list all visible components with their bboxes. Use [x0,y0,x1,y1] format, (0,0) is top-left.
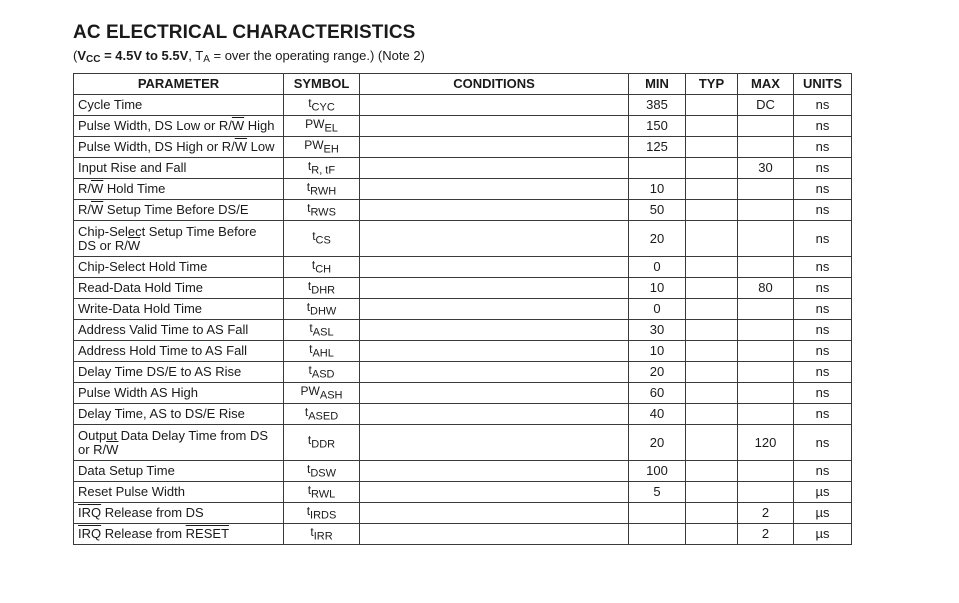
conditions-cell [360,257,629,278]
parameter-text: Hold Time [103,181,166,196]
parameter-text: Read-Data Hold Time [78,280,203,295]
header-parameter: PARAMETER [74,74,284,95]
max-cell [738,461,794,482]
max-cell [738,383,794,404]
typ-cell [686,179,738,200]
overbar-text: $\overline{W}$ [91,181,104,196]
subtitle-separator: , [188,48,196,63]
units-cell: ns [794,362,852,383]
typ-cell [686,503,738,524]
parameter-cell [74,257,284,278]
max-cell [738,116,794,137]
overbar-text: $\overline{W}$ [91,202,104,217]
symbol-cell [284,299,360,320]
max-cell: 80 [738,278,794,299]
parameter-text: Address Hold Time to AS Fall [78,343,248,358]
typ-cell [686,404,738,425]
ac-characteristics-table [73,73,852,545]
vcc-v: V [77,48,87,63]
table-row [74,137,852,158]
table-row [74,341,852,362]
units-cell: µs [794,503,852,524]
parameter-text: Delay Time DS/E to AS Rise [78,364,242,379]
symbol-subscript: EH [323,143,339,156]
units-cell: ns [794,158,852,179]
symbol-main: t [307,482,312,497]
conditions-cell [360,524,629,545]
conditions-cell [360,383,629,404]
parameter-cell [74,404,284,425]
typ-cell [686,137,738,158]
parameter-cell [74,341,284,362]
symbol-subscript: CYC [311,101,335,114]
min-cell: 30 [629,320,686,341]
table-row [74,524,852,545]
parameter-cell [74,299,284,320]
min-cell: 5 [629,482,686,503]
parameter-cell [74,320,284,341]
symbol-main: t [304,404,309,419]
conditions-cell [360,320,629,341]
min-cell: 0 [629,299,686,320]
symbol-cell [284,404,360,425]
vcc-subscript: CC [86,54,101,65]
symbol-main: t [309,341,313,356]
max-cell [738,482,794,503]
parameter-text: R/ [78,202,91,217]
typ-cell [686,200,738,221]
symbol-main: t [307,200,311,215]
conditions-cell [360,482,629,503]
conditions-cell [360,404,629,425]
symbol-cell [284,257,360,278]
max-cell [738,404,794,425]
parameter-text: Pulse Width AS High [78,385,198,400]
symbol-subscript: ASED [308,410,339,423]
symbol-main: t [310,524,314,539]
units-cell: ns [794,116,852,137]
typ-cell [686,278,738,299]
symbol-main: t [307,158,312,173]
parameter-cell [74,221,284,257]
header-symbol: SYMBOL [284,74,360,95]
symbol-subscript: IRDS [310,509,337,522]
symbol-subscript: RWS [310,206,336,219]
table-row [74,158,852,179]
symbol-subscript: ASD [311,368,335,381]
symbol-subscript: CS [315,234,331,247]
conditions-cell [360,362,629,383]
parameter-text: Pulse Width, DS High or R/ [78,139,235,154]
table-row [74,320,852,341]
parameter-cell [74,503,284,524]
table-row [74,200,852,221]
symbol-main: t [307,433,312,448]
units-cell: µs [794,482,852,503]
table-row [74,257,852,278]
units-cell: ns [794,320,852,341]
symbol-main: t [312,229,316,244]
typ-cell [686,221,738,257]
table-row [74,95,852,116]
min-cell: 10 [629,179,686,200]
table-row [74,461,852,482]
parameter-text: Write-Data Hold Time [78,301,203,316]
symbol-main: t [307,278,312,293]
table-row [74,383,852,404]
units-cell: ns [794,200,852,221]
conditions-cell [360,461,629,482]
subtitle-open-paren: ( [73,48,78,63]
parameter-cell [74,482,284,503]
typ-cell [686,158,738,179]
ta-t: T [195,48,204,63]
symbol-cell [284,503,360,524]
overbar-text: $\overline{W}$ [127,237,141,253]
units-cell: ns [794,425,852,461]
symbol-cell [284,320,360,341]
min-cell: 385 [629,95,686,116]
ta-subscript: A [203,54,210,65]
parameter-text: High [244,118,275,133]
conditions-cell [360,299,629,320]
units-cell: ns [794,299,852,320]
conditions-cell [360,158,629,179]
conditions-subtitle [73,48,425,63]
parameter-cell [74,461,284,482]
overbar-text: $\overline{W}$ [231,118,245,133]
max-cell [738,179,794,200]
symbol-main: t [306,299,311,314]
symbol-main: PW [304,137,324,152]
symbol-cell [284,482,360,503]
min-cell: 20 [629,221,686,257]
parameter-text: Setup Time Before DS/E [103,202,249,217]
symbol-cell [284,524,360,545]
symbol-subscript: DHR [311,284,336,297]
typ-cell [686,383,738,404]
parameter-text: Chip-Select Hold Time [78,259,208,274]
symbol-subscript: DSW [310,467,336,480]
min-cell [629,158,686,179]
units-cell: ns [794,278,852,299]
parameter-text: Data Setup Time [78,463,175,478]
parameter-text: Input Rise and Fall [78,160,187,175]
max-cell: DC [738,95,794,116]
typ-cell [686,482,738,503]
parameter-cell [74,179,284,200]
symbol-subscript: R, tF [311,164,336,177]
typ-cell [686,362,738,383]
max-cell: 30 [738,158,794,179]
parameter-cell [74,362,284,383]
units-cell: ns [794,404,852,425]
max-cell: 2 [738,503,794,524]
symbol-main: t [306,179,311,194]
symbol-subscript: ASL [312,326,334,339]
parameter-cell [74,95,284,116]
table-row [74,425,852,461]
typ-cell [686,425,738,461]
table-body [74,95,852,545]
symbol-subscript: IRR [313,530,333,543]
symbol-cell [284,341,360,362]
typ-cell [686,461,738,482]
symbol-cell [284,95,360,116]
parameter-text: or R/ [78,441,107,457]
symbol-main: t [308,95,312,110]
max-cell: 120 [738,425,794,461]
symbol-main: PW [305,116,325,131]
typ-cell [686,320,738,341]
symbol-subscript: CH [315,263,332,276]
symbol-subscript: RWL [311,488,336,501]
min-cell: 0 [629,257,686,278]
symbol-subscript: RWH [310,185,337,198]
parameter-text: Chip-Select Setup Time Before [78,223,257,239]
table-row [74,221,852,257]
symbol-cell [284,221,360,257]
symbol-cell [284,362,360,383]
parameter-cell [74,158,284,179]
symbol-main: t [306,461,311,476]
conditions-cell [360,137,629,158]
symbol-cell [284,278,360,299]
typ-cell [686,257,738,278]
max-cell [738,299,794,320]
header-conditions: CONDITIONS [360,74,629,95]
parameter-cell [74,200,284,221]
conditions-cell [360,341,629,362]
conditions-cell [360,278,629,299]
vcc-label [77,48,188,63]
max-cell [738,137,794,158]
symbol-subscript: ASH [319,389,343,402]
min-cell: 125 [629,137,686,158]
parameter-text: DS or R/ [78,237,128,253]
symbol-subscript: AHL [312,347,334,360]
typ-cell [686,299,738,320]
symbol-cell [284,200,360,221]
parameter-text: R/ [78,181,91,196]
max-cell [738,221,794,257]
header-min: MIN [629,74,686,95]
conditions-cell [360,221,629,257]
table-row [74,179,852,200]
symbol-subscript: DHW [310,305,337,318]
parameter-text: Release from [101,526,186,541]
parameter-text: Address Valid Time to AS Fall [78,322,249,337]
table-row [74,482,852,503]
table-row [74,299,852,320]
parameter-cell [74,425,284,461]
typ-cell [686,95,738,116]
typ-cell [686,116,738,137]
max-cell: 2 [738,524,794,545]
conditions-cell [360,425,629,461]
symbol-cell [284,461,360,482]
max-cell [738,257,794,278]
overbar-text: $\overline{IRQ}$ [78,526,102,541]
parameter-text: Pulse Width, DS Low or R/ [78,118,232,133]
table-row [74,278,852,299]
parameter-text: Reset Pulse Width [78,484,185,499]
symbol-main: t [311,257,316,272]
overbar-text: $\overline{IRQ}$ [78,505,102,520]
symbol-cell [284,116,360,137]
table-row [74,404,852,425]
max-cell [738,200,794,221]
conditions-cell [360,95,629,116]
min-cell: 10 [629,278,686,299]
units-cell: ns [794,221,852,257]
min-cell [629,503,686,524]
min-cell: 40 [629,404,686,425]
conditions-cell [360,503,629,524]
symbol-main: t [308,362,312,377]
min-cell: 10 [629,341,686,362]
table-row [74,362,852,383]
units-cell: ns [794,95,852,116]
typ-cell [686,524,738,545]
vcc-range: = 4.5V to 5.5V [100,48,189,63]
overbar-text: $\overline{W}$ [234,139,248,154]
units-cell: ns [794,137,852,158]
ta-text: = over the operating range.) (Note 2) [209,48,425,63]
max-cell [738,320,794,341]
overbar-text: $\overline{W}$ [106,441,119,457]
parameter-text: Cycle Time [78,97,143,112]
symbol-cell [284,383,360,404]
min-cell: 60 [629,383,686,404]
symbol-subscript: DDR [311,438,336,451]
header-max: MAX [738,74,794,95]
header-typ: TYP [686,74,738,95]
min-cell: 20 [629,425,686,461]
parameter-cell [74,524,284,545]
units-cell: ns [794,461,852,482]
conditions-cell [360,200,629,221]
symbol-main: PW [300,383,320,398]
table-header-row [74,74,852,95]
overbar-text: RESET [185,526,230,541]
min-cell [629,524,686,545]
symbol-main: t [309,320,313,335]
parameter-text: Output Data Delay Time from DS [78,427,269,443]
symbol-cell [284,179,360,200]
parameter-text: Low [247,139,275,154]
section-title: AC ELECTRICAL CHARACTERISTICS [73,22,416,43]
max-cell [738,341,794,362]
units-cell: ns [794,341,852,362]
symbol-main: t [306,503,311,518]
header-units: UNITS [794,74,852,95]
units-cell: ns [794,179,852,200]
parameter-text: Delay Time, AS to DS/E Rise [78,406,245,421]
parameter-text: Release from DS [101,505,204,520]
parameter-cell [74,383,284,404]
min-cell: 20 [629,362,686,383]
symbol-cell [284,158,360,179]
conditions-cell [360,179,629,200]
symbol-cell [284,425,360,461]
min-cell: 150 [629,116,686,137]
table-row [74,116,852,137]
min-cell: 100 [629,461,686,482]
units-cell: µs [794,524,852,545]
units-cell: ns [794,383,852,404]
parameter-cell [74,137,284,158]
parameter-cell [74,116,284,137]
conditions-cell [360,116,629,137]
symbol-cell [284,137,360,158]
units-cell: ns [794,257,852,278]
max-cell [738,362,794,383]
typ-cell [686,341,738,362]
parameter-cell [74,278,284,299]
table-row [74,503,852,524]
symbol-subscript: EL [324,122,338,135]
min-cell: 50 [629,200,686,221]
